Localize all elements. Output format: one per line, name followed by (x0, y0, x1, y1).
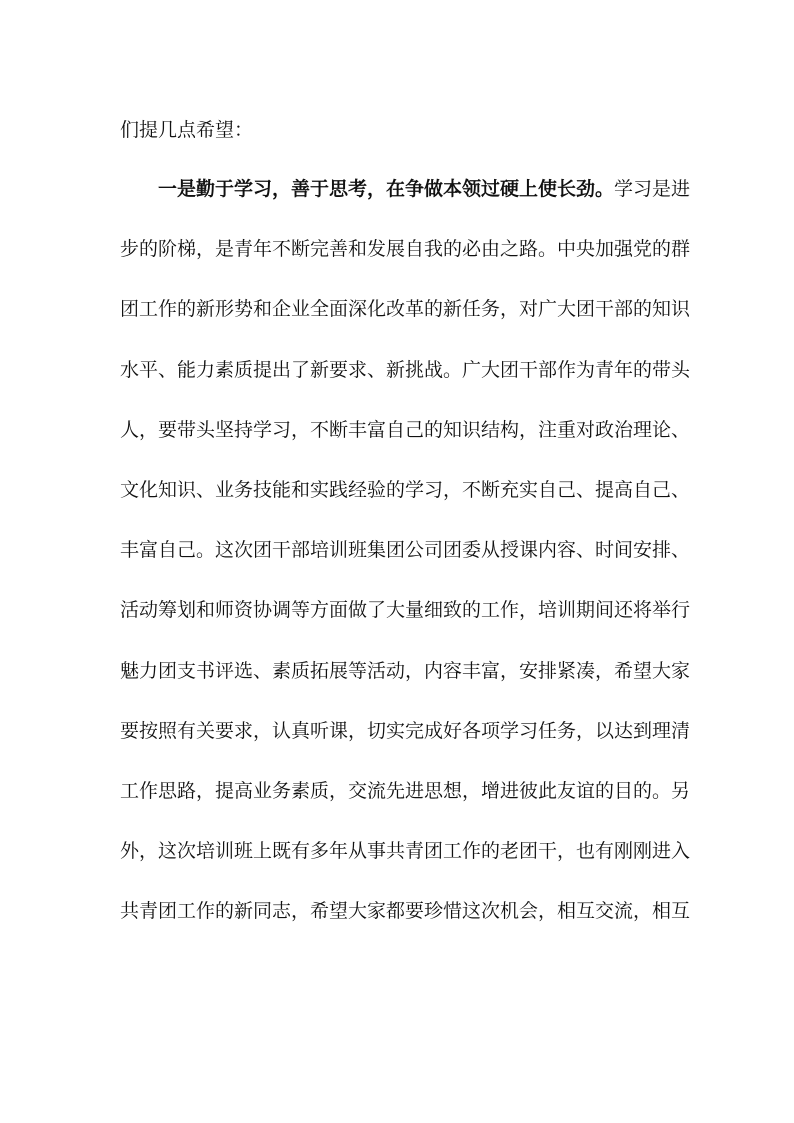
line-text: 团工作的新形势和企业全面深化改革的新任务，对广大团干部的知识 (120, 298, 691, 320)
text-line-1 (120, 118, 680, 142)
line-text: 步的阶梯，是青年不断完善和发展自我的必由之路。中央加强党的群 (120, 238, 691, 260)
text-line-14 (120, 899, 691, 923)
line-text: 要按照有关要求，认真听课，切实完成好各项学习任务，以达到理清 (120, 720, 691, 742)
line-text: 共青团工作的新同志，希望大家都要珍惜这次机会，相互交流，相互 (120, 900, 691, 922)
line-text: 魅力团支书评选、素质拓展等活动，内容丰富，安排紧凑，希望大家 (120, 660, 691, 682)
line-text: 活动筹划和师资协调等方面做了大量细致的工作，培训期间还将举行 (120, 599, 691, 621)
line-text: 学习是进 (614, 178, 691, 200)
text-line-9 (120, 598, 691, 622)
text-line-10 (120, 659, 691, 683)
paragraph-first-line (158, 177, 691, 201)
line-text: 们提几点希望： (120, 119, 254, 141)
text-line-13 (120, 839, 691, 863)
line-text: 水平、能力素质提出了新要求、新挑战。广大团干部作为青年的带头 (120, 359, 691, 381)
line-text: 外，这次培训班上既有多年从事共青团工作的老团干，也有刚刚进入 (120, 840, 691, 862)
text-line-5 (120, 358, 691, 382)
text-line-12 (120, 779, 691, 803)
line-text: 文化知识、业务技能和实践经验的学习，不断充实自己、提高自己、 (120, 479, 691, 501)
line-text: 人，要带头坚持学习，不断丰富自己的知识结构，注重对政治理论、 (120, 419, 691, 441)
line-text: 工作思路，提高业务素质，交流先进思想，增进彼此友谊的目的。另 (120, 780, 691, 802)
text-line-3 (120, 237, 691, 261)
text-line-7 (120, 478, 691, 502)
paragraph-heading-bold: 一是勤于学习，善于思考，在争做本领过硬上使长劲。 (158, 178, 615, 200)
text-line-8 (120, 538, 691, 562)
text-line-6 (120, 418, 691, 442)
text-line-4 (120, 297, 691, 321)
text-line-11 (120, 719, 691, 743)
line-text: 丰富自己。这次团干部培训班集团公司团委从授课内容、时间安排、 (120, 539, 691, 561)
